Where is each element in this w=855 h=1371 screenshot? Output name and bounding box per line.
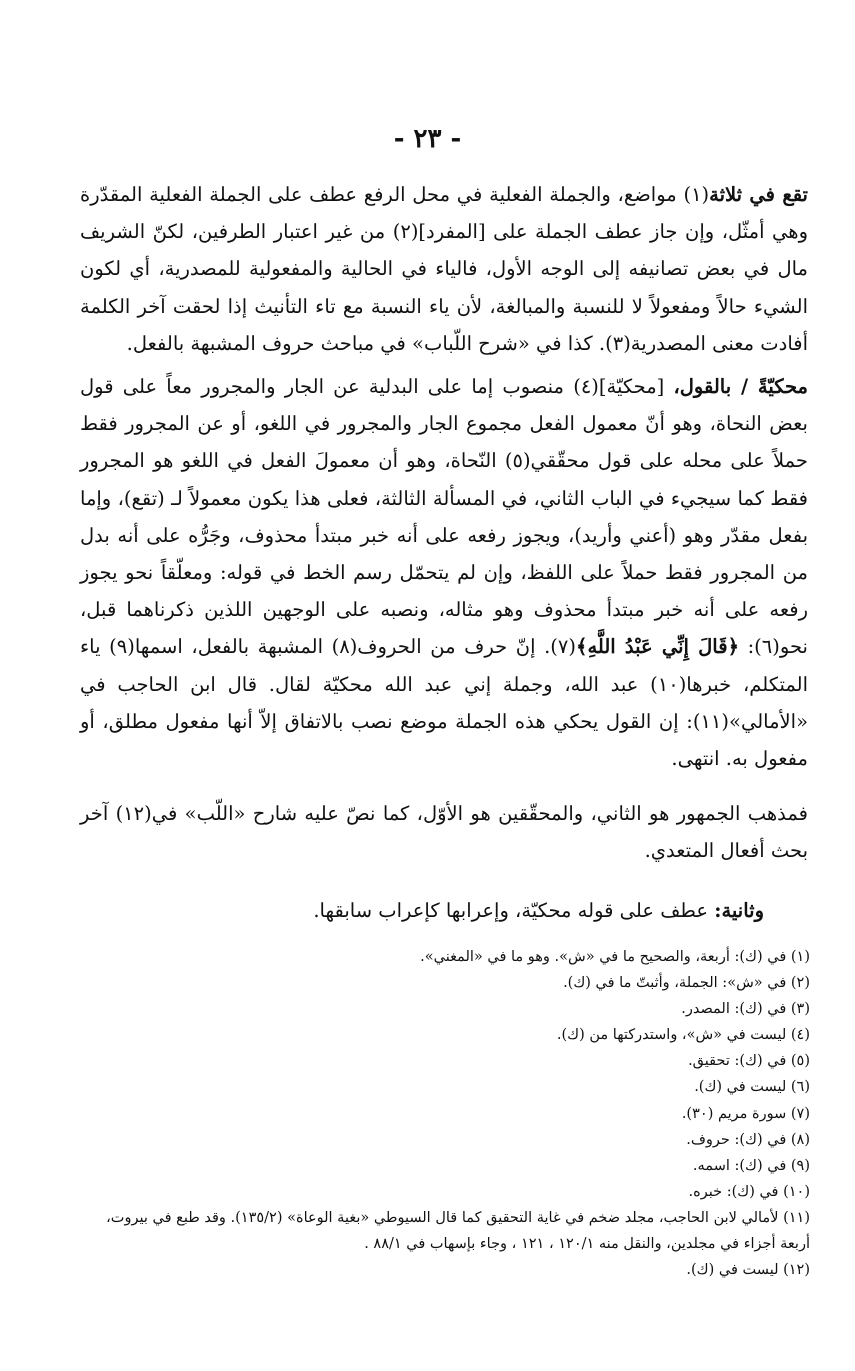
paragraph-1-text: (١) مواضع، والجملة الفعلية في محل الرفع عطف على الجملة الفعلية المقدّرة وهي أمثّل، وإن جاز عطف الجملة على [المفرد](٢) من غير اعتبار الطرفين، لكنّ الشريف مال في بعض تصانيفه إلى الوجه الأول، فالياء في الحالية والمفعولية للمصدرية، أي لكون الشيء حالاً ومفعولاً لا للنسبة والمبالغة، لأن ياء النسبة مع تاء التأنيث إذا لحقت آخر الكلمة أفادت معنى المصدرية(٣). كذا في «شرح اللّباب» في مباحث حروف المشبهة بالفعل. (80, 183, 808, 355)
quran-verse: ﴿قَالَ إِنِّي عَبْدُ اللَّهِ﴾ (576, 635, 739, 659)
paragraph-2 (80, 368, 808, 777)
paragraph-4-text: عطف على قوله محكيّة، وإعرابها كإعراب سابقها. (313, 898, 709, 922)
footnote-7: (٧) سورة مريم (٣٠). (681, 1105, 810, 1122)
footnote-6: (٦) ليست في (ك). (694, 1079, 810, 1096)
footnote-11: (١١) لأمالي لابن الحاجب، مجلد ضخم في غاية التحقيق كما قال السيوطي «بغية الوعاة» (١٣٥/٢). وقد طبع في بيروت، أربعة أجزاء في مجلدين، والنقل منه ١٢٠/١ ، ١٢١ ، وجاء بإسهاب في ٨٨/١ . (106, 1209, 810, 1253)
footnote-12: (١٢) ليست في (ك). (686, 1262, 810, 1279)
paragraph-2-lead: محكيّةً / بالقول، (673, 375, 809, 399)
footnote-3: (٣) في (ك): المصدر. (681, 1001, 810, 1018)
paragraph-2-text: [محكيّة](٤) منصوب إما على البدلية عن الجار والمجرور معاً على قول بعض النحاة، وهو أنّ معمول الفعل مجموع الجار والمجرور في اللغو، أو عن المجرور فقط حملاً على محله على قول محقّقي(٥) النّحاة، وهو أن معمولَ الفعل في اللغو هو المجرور فقط كما سيجيء في الباب الثاني، في المسألة الثالثة، فعلى هذا يكون معمولاً لـ (تقع)، وإما بفعل مقدّر وهو (أعني وأريد)، ويجوز رفعه على أنه خبر مبتدأ محذوف، وجَرُّه على أنه بدل من المجرور فقط حملاً على اللفظ، وإن لم يتحمّل رسم الخط في قوله: ومعلّقاً نحو يجوز رفعه على أنه خبر مبتدأ محذوف وهو مثاله، ونصبه على الوجهين اللذين ذكرناهما قبل، نحو(٦): (80, 375, 808, 659)
footnote-10: (١٠) في (ك): خبره. (688, 1183, 810, 1200)
paragraph-1 (80, 176, 808, 362)
footnote-4: (٤) ليست في «ش»، واستدركتها من (ك). (556, 1027, 810, 1044)
paragraph-4 (80, 892, 808, 929)
paragraph-1-lead: تقع في ثلاثة (709, 183, 808, 206)
page-number: - ٢٣ - (393, 124, 462, 154)
paragraph-4-lead: وثانية: (714, 898, 764, 922)
main-text (80, 176, 808, 929)
footnote-5: (٥) في (ك): تحقيق. (688, 1053, 810, 1070)
footnote-1: (١) في (ك): أربعة، والصحيح ما في «ش». وهو ما في «المغني». (420, 949, 810, 965)
footnote-2: (٢) في «ش»: الجملة، وأثبتّ ما في (ك). (563, 975, 810, 992)
footnote-9: (٩) في (ك): اسمه. (692, 1157, 810, 1174)
paragraph-3 (80, 795, 808, 869)
footnote-8: (٨) في (ك): حروف. (686, 1131, 810, 1148)
paragraph-3-text: فمذهب الجمهور هو الثاني، والمحقّقين هو الأوّل، كما نصّ عليه شارح «اللّب» في(١٢) آخر بحث أفعال المتعدي. (80, 802, 808, 863)
footnotes (84, 944, 812, 1283)
paragraph-2-text-continued: (٧). إنّ حرف من الحروف(٨) المشبهة بالفعل، اسمها(٩) ياء المتكلم، خبرها(١٠) عبد الله، وجملة إني عبد الله محكيّة لقال. قال ابن الحاجب في «الأمالي»(١١): إن القول يحكي هذه الجملة موضع نصب بالاتفاق إلاّ أنها مفعول مطلق، أو مفعول به. انتهى. (80, 635, 808, 771)
